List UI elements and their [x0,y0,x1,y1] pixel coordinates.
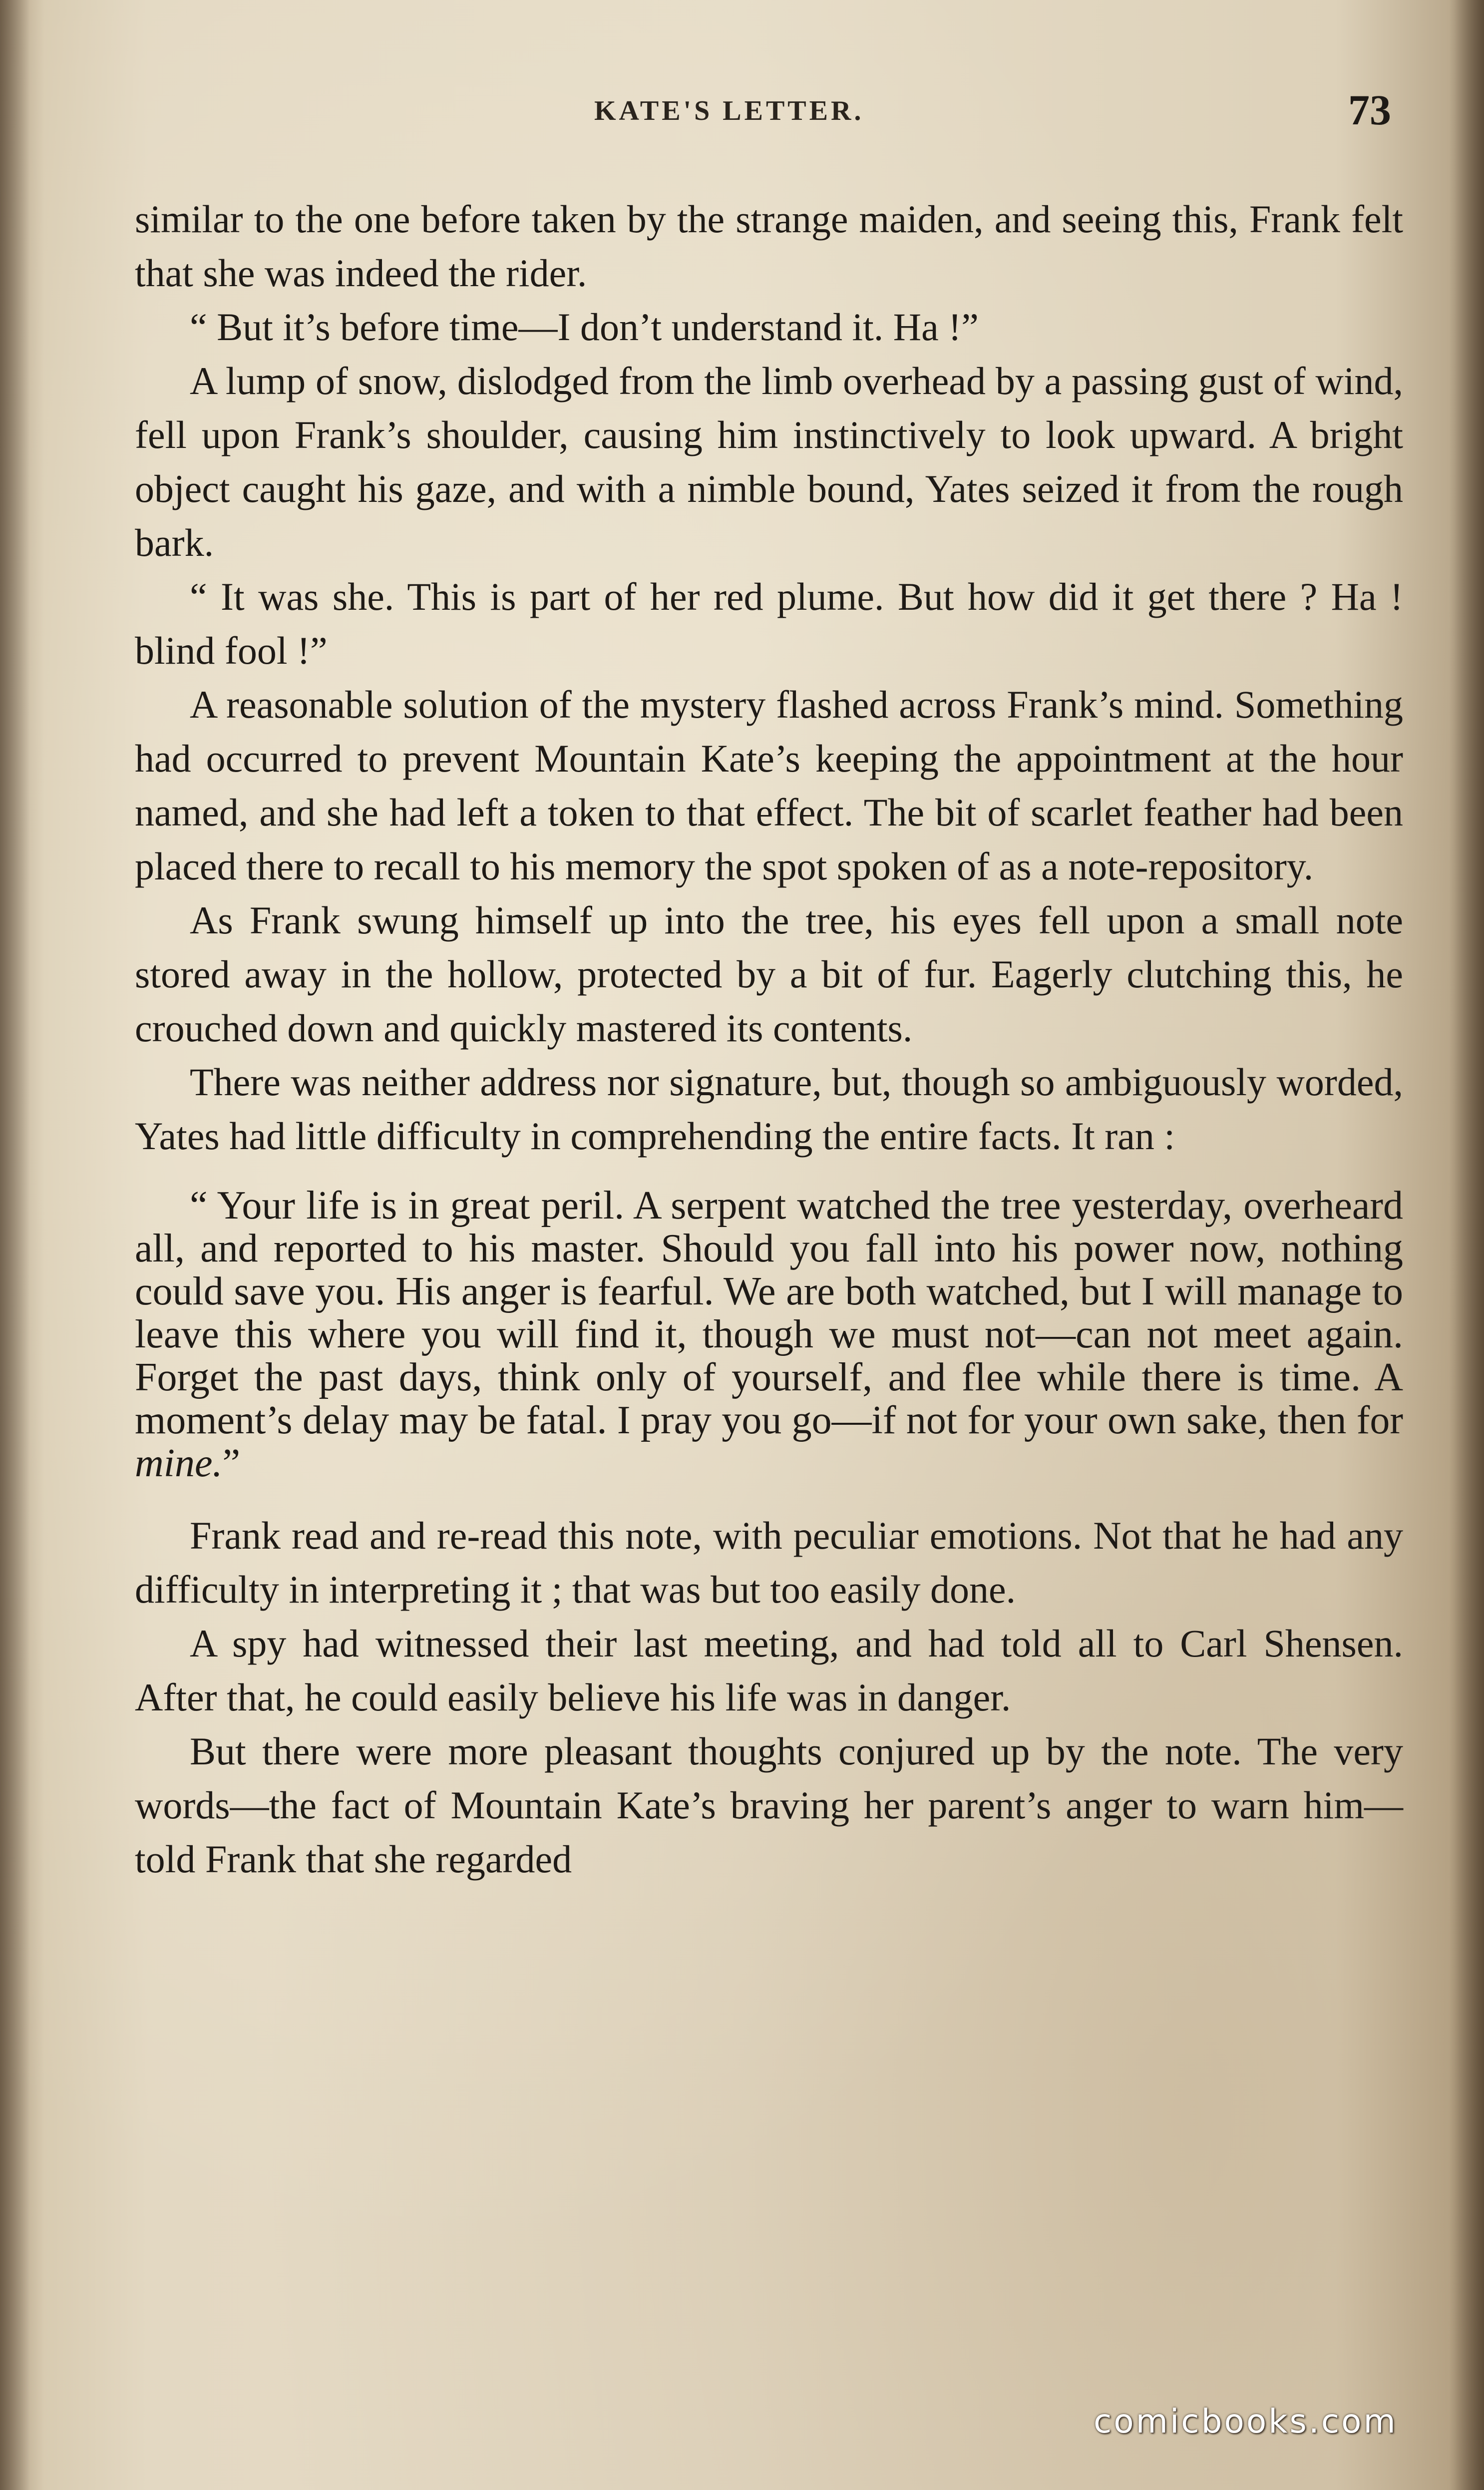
watermark: comicbooks.com [1094,2402,1398,2441]
letter-closing-quote: ” [222,1441,241,1485]
paragraph: There was neither address nor signature, but, though so ambiguously worded, Yates had little difficulty in comprehending the entire facts. It ran : [135,1060,1403,1158]
paragraph: A reasonable solution of the mystery flashed across Frank’s mind. Something had occurred to prevent Mountain Kate’s keeping the appointment at the hour named, and she had left a token to that effect. The bit of scarlet feather had been placed there to recall to his memory the spot spoken of as a note-repository. [135,683,1403,888]
paragraph: A lump of snow, dislodged from the limb overhead by a passing gust of wind, fell upon Frank’s shoulder, causing him instinctively to look upward. A bright object caught his gaze, and with a nimble bound, Yates seized it from the rough bark. [135,359,1403,564]
body-text [135,192,1403,1886]
running-header [0,85,1484,140]
paragraph: similar to the one before taken by the strange maiden, and seeing this, Frank felt that she was indeed the rider. [135,197,1403,295]
paragraph: “ But it’s before time—I don’t understand it. Ha !” [190,305,979,349]
page-number: 73 [1348,86,1391,134]
running-title: KATE'S LETTER. [594,95,864,126]
page-edge-left [0,0,30,2490]
quoted-letter [135,1184,1403,1485]
paragraph: “ It was she. This is part of her red plume. But how did it get there ? Ha ! blind fool !” [135,575,1403,672]
paragraph: Frank read and re-read this note, with peculiar emotions. Not that he had any difficulty in interpreting it ; that was but too easily done. [135,1514,1403,1611]
paragraph: A spy had witnessed their last meeting, and had told all to Carl Shensen. After that, he could easily believe his life was in danger. [135,1622,1403,1719]
paragraph: But there were more pleasant thoughts conjured up by the note. The very words—the fact of Mountain Kate’s braving her parent’s anger to warn him—told Frank that she regarded [135,1729,1403,1881]
paragraph: As Frank swung himself up into the tree, his eyes fell upon a small note stored away in the hollow, protected by a bit of fur. Eagerly clutching this, he crouched down and quickly mastered its contents. [135,898,1403,1050]
letter-emphasis: mine. [135,1441,223,1485]
page-edge-right [1449,0,1484,2490]
letter-text: “ Your life is in great peril. A serpent watched the tree yesterday, overheard all, and reported to his master. Should you fall into his power now, nothing could save you. His anger is fearful. We are both watched, but I will manage to leave this where you will find it, though we must not—can not meet again. Forget the past days, think only of yourself, and flee while there is time. A moment’s delay may be fatal. I pray you go—if not for your own sake, then for [135,1184,1403,1442]
